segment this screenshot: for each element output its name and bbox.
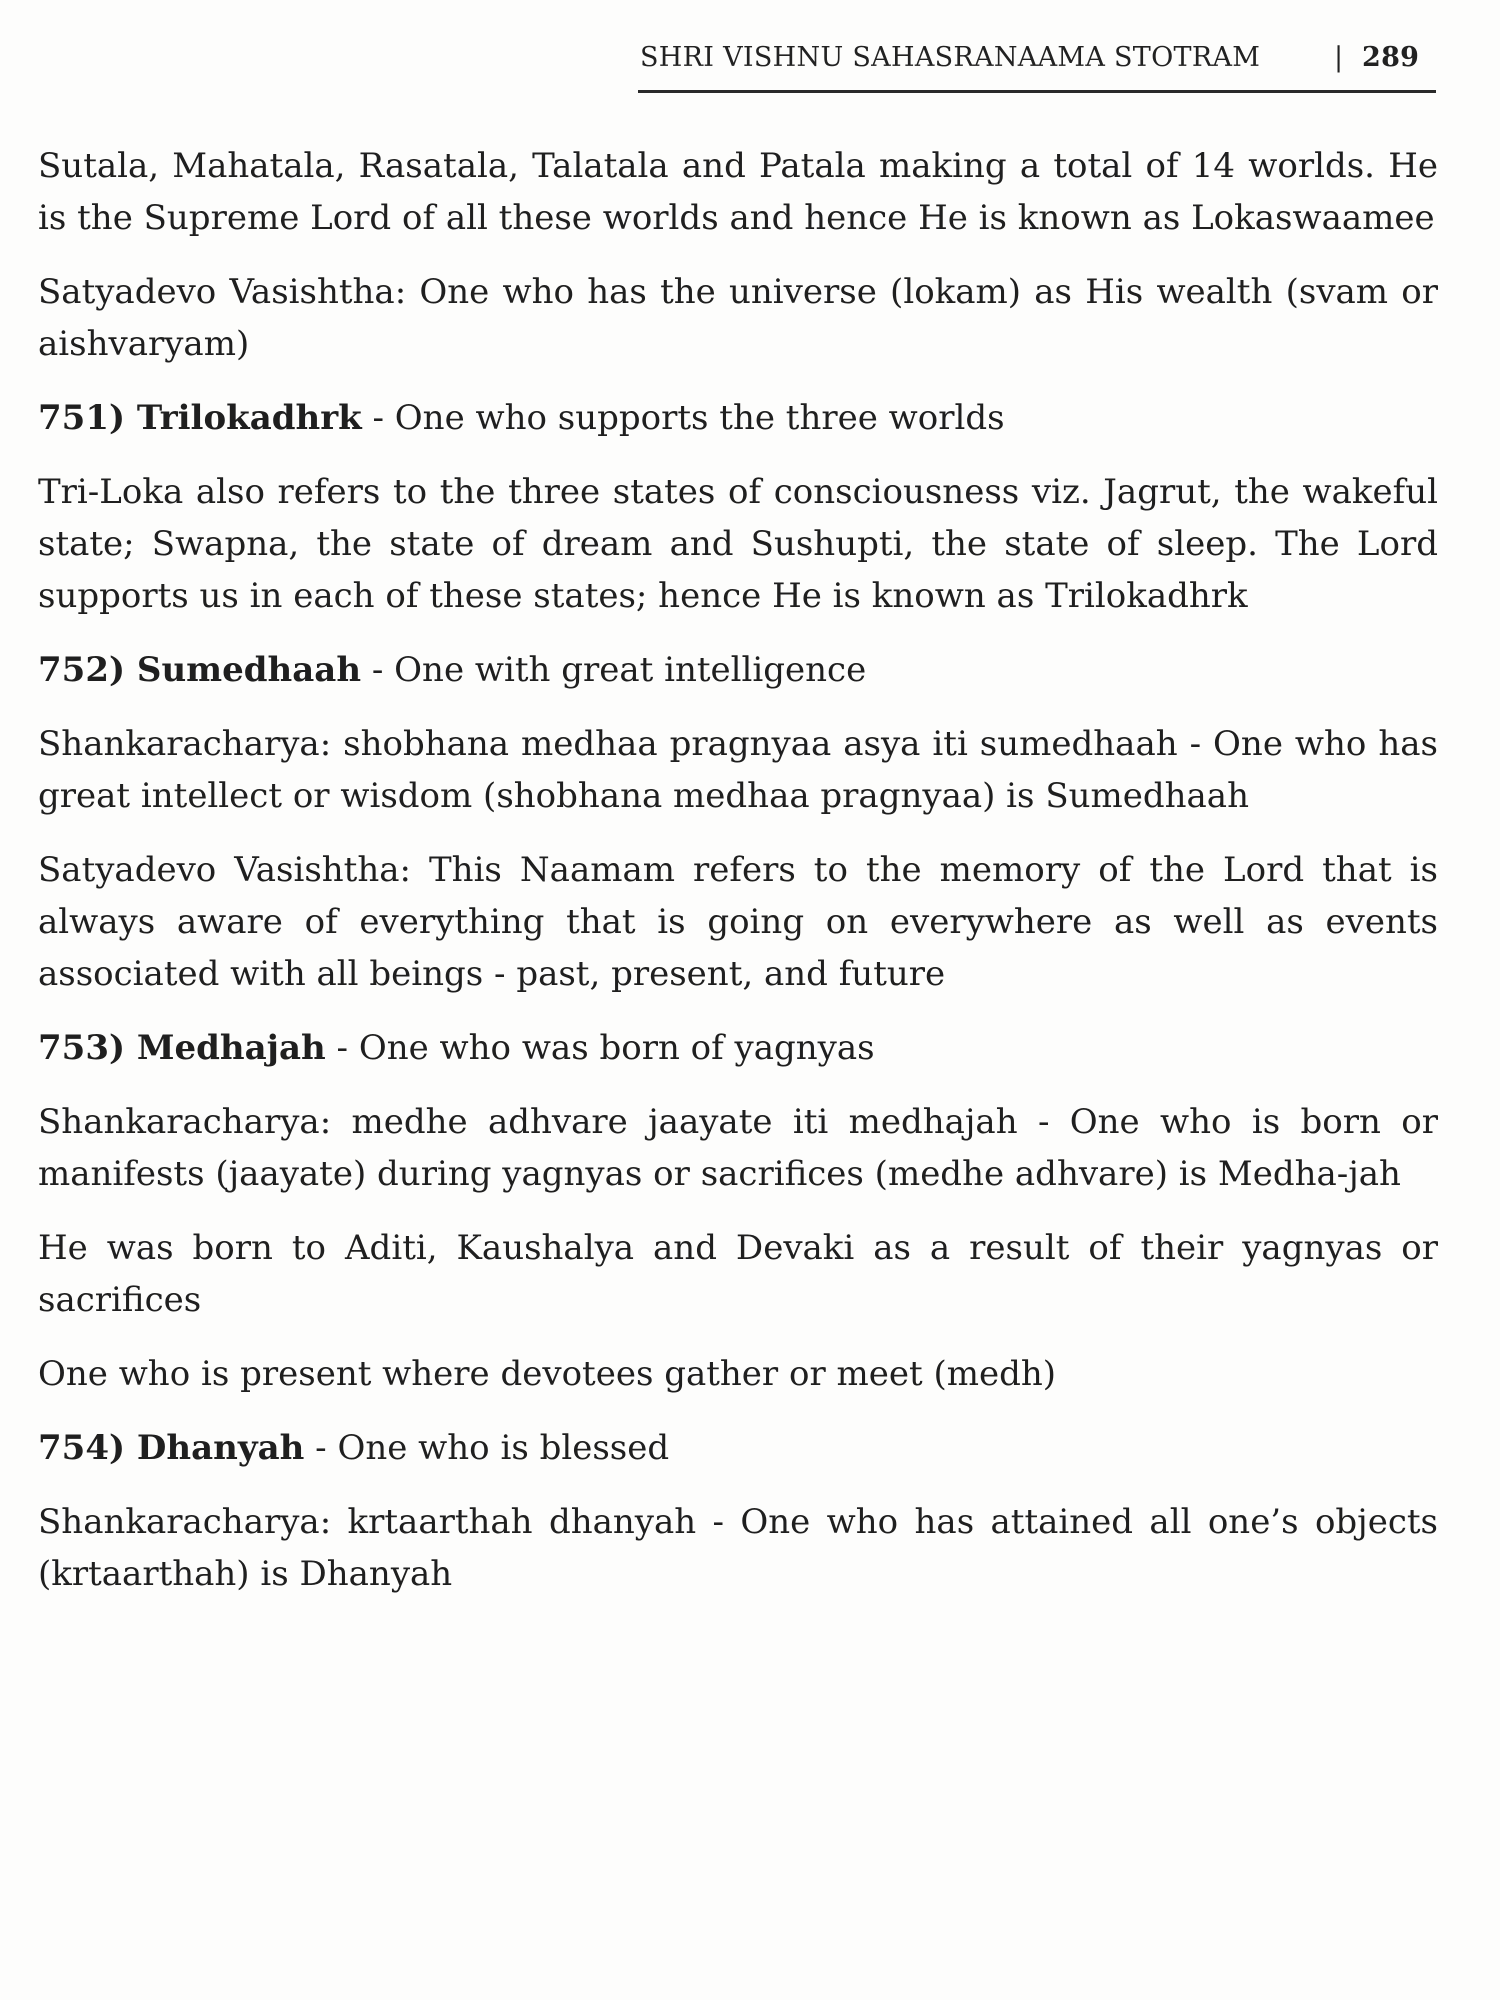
entry-751	[38, 392, 1438, 444]
book-title: SHRI VISHNU SAHASRANAAMA STOTRAM	[640, 42, 1261, 73]
entry-meaning: - One who is blessed	[304, 1428, 670, 1468]
paragraph-shankaracharya-sumedhaah	[38, 718, 1438, 822]
paragraph-lokas	[38, 140, 1438, 244]
entry-meaning: - One who was born of yagnyas	[325, 1028, 875, 1068]
paragraph-text: Tri-Loka also refers to the three states of consciousness viz. Jagrut, the wakeful state; Swapna, the state of dream and Sushupti, the state of sleep. The Lord supports us in each of these states; hence He is known as Trilokadhrk	[38, 472, 1438, 616]
paragraph-devotees	[38, 1348, 1438, 1400]
entry-meaning: - One who supports the three worlds	[361, 398, 1005, 438]
entry-heading: 753) Medhajah	[38, 1028, 326, 1068]
entry-752	[38, 644, 1438, 696]
running-header	[638, 40, 1436, 93]
paragraph-satyadevo-sumedhaah	[38, 844, 1438, 1000]
paragraph-text: He was born to Aditi, Kaushalya and Devaki as a result of their yagnyas or sacrifices	[38, 1228, 1438, 1320]
paragraph-text: One who is present where devotees gather or meet (medh)	[38, 1354, 1057, 1394]
page-number: 289	[1362, 42, 1420, 73]
paragraph-text: Sutala, Mahatala, Rasatala, Talatala and Patala making a total of 14 worlds. He is the Supreme Lord of all these worlds and hence He is known as Lokaswaamee	[38, 146, 1438, 238]
paragraph-satyadevo-lokaswaamee	[38, 266, 1438, 370]
entry-meaning: - One with great intelligence	[361, 650, 867, 690]
entry-754	[38, 1422, 1438, 1474]
paragraph-text: Satyadevo Vasishtha: This Naamam refers to the memory of the Lord that is always aware of everything that is going on everywhere as well as events associated with all beings - past, present, and future	[38, 850, 1438, 994]
paragraph-text: Shankaracharya: krtaarthah dhanyah - One who has attained all one’s objects (krtaarthah) is Dhanyah	[38, 1502, 1438, 1594]
header-separator: |	[1334, 42, 1344, 73]
entry-heading: 751) Trilokadhrk	[38, 398, 362, 438]
paragraph-aditi	[38, 1222, 1438, 1326]
paragraph-text: Shankaracharya: medhe adhvare jaayate iti medhajah - One who is born or manifests (jaayate) during yagnyas or sacrifices (medhe adhvare) is Medha-jah	[38, 1102, 1438, 1194]
page-body	[38, 140, 1438, 1622]
paragraph-text: Shankaracharya: shobhana medhaa pragnyaa asya iti sumedhaah - One who has great intellect or wisdom (shobhana medhaa pragnyaa) is Sumedhaah	[38, 724, 1438, 816]
entry-heading: 754) Dhanyah	[38, 1428, 305, 1468]
paragraph-triloka	[38, 466, 1438, 622]
entry-heading: 752) Sumedhaah	[38, 650, 362, 690]
paragraph-text: Satyadevo Vasishtha: One who has the universe (lokam) as His wealth (svam or aishvaryam)	[38, 272, 1438, 364]
paragraph-shankaracharya-medhajah	[38, 1096, 1438, 1200]
entry-753	[38, 1022, 1438, 1074]
paragraph-shankaracharya-dhanyah	[38, 1496, 1438, 1600]
